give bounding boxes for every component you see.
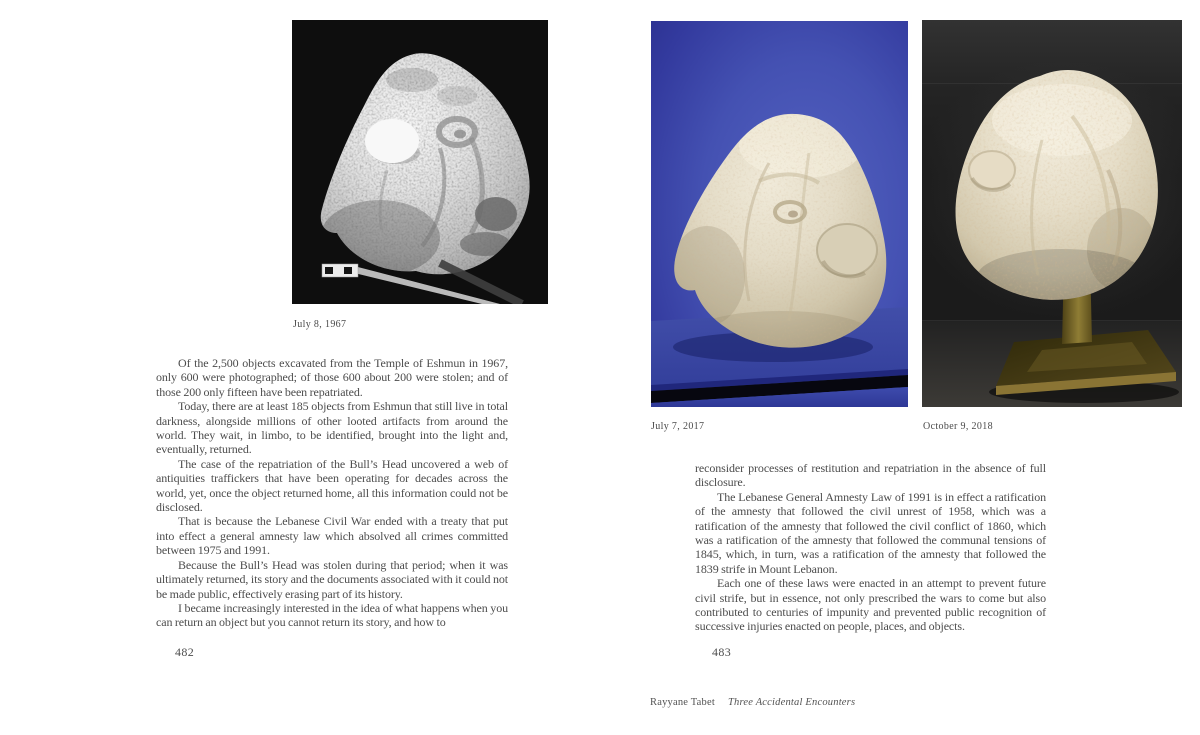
running-footer [650,697,855,708]
paragraph: reconsider processes of restitution and repatriation in the absence of full disclosure. [695,461,1046,490]
bull-head-bw-illustration [292,20,548,304]
paragraph: The Lebanese General Amnesty Law of 1991 is in effect a ratification of the amnesty that followed the civil unrest of 1958, which was a ratification of the amnesty that followed the civil conflict of 1860, which was a ratification of the amnesty that followed the communal tensions of 1845, which, in turn, was a ratification of the amnesty that followed the 1839 strife in Mount Lebanon. [695,489,1046,576]
page-number-left: 482 [175,645,195,659]
paragraph: Because the Bull’s Head was stolen during that period; when it was ultimately returned, its story and the documents associated with it could not be made public, effectively erasing part of its history. [156,557,508,601]
footer-author: Rayyane Tabet [650,697,715,708]
photo-bull-head-1967 [292,20,548,304]
bull-head-dark-illustration [922,20,1182,407]
photo-bull-head-2017 [651,21,908,407]
photo-bull-head-2018 [922,20,1182,407]
page-number-right: 483 [712,645,732,659]
body-text-right [695,461,1046,634]
paragraph: Today, there are at least 185 objects from Eshmun that still live in total darkness, alongside millions of other looted artifacts from around the world. They wait, in limbo, to be identified, brought into the light and, eventually, returned. [156,399,508,457]
photo-caption-2018: October 9, 2018 [923,421,993,432]
paragraph: I became increasingly interested in the idea of what happens when you can return an object but you cannot return its story, and how to [156,600,508,630]
paragraph: That is because the Lebanese Civil War ended with a treaty that put into effect a general amnesty law which absolved all crimes committed between 1975 and 1991. [156,514,508,558]
footer-work-title: Three Accidental Encounters [727,697,856,708]
photo-caption-1967: July 8, 1967 [293,319,347,330]
photo-scale-bar [322,264,358,277]
page-483 [600,0,1200,735]
body-text-left [156,356,508,630]
paragraph: Of the 2,500 objects excavated from the Temple of Eshmun in 1967, only 600 were photographed; of those 600 about 200 were stolen; and of those 200 only fifteen have been repatriated. [156,356,508,399]
photo-caption-2017: July 7, 2017 [651,421,705,432]
paragraph: The case of the repatriation of the Bull’s Head uncovered a web of antiquities traffickers that have been operating for decades across the world, yet, once the object returned home, all this information could not be disclosed. [156,456,508,515]
bull-head-blue-illustration [651,21,908,407]
paragraph: Each one of these laws were enacted in an attempt to prevent future civil strife, but in essence, not only prescribed the wars to come but also contributed to centuries of impunity and prevented public recognition of successive injuries enacted on people, places, and objects. [695,576,1046,634]
